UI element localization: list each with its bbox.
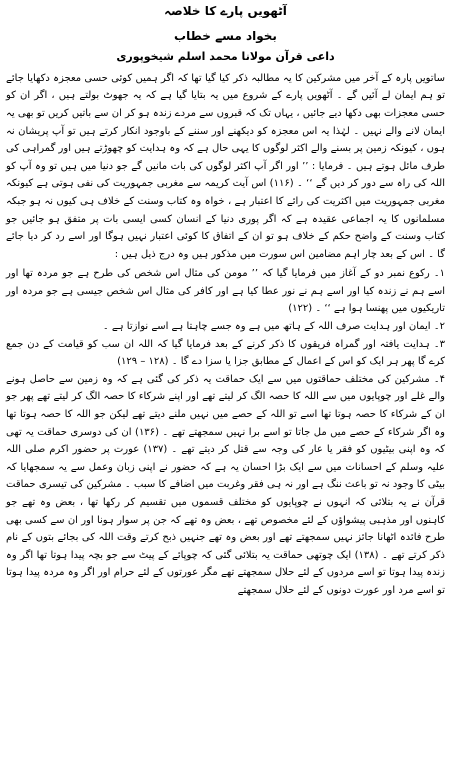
document-header	[6, 4, 445, 64]
point-1-paragraph: ۱۔ رکوع نمبر دو کے آغاز میں فرمایا گیا کہ ’’ مومن کی مثال اس شخص کی طرح ہے جو مردہ تھا اور اسے ہم نے زندہ کیا اور اسے ہم نے نور عطا کیا ہے اور کافر کی مثال اس شخص جیسی ہے جو مردہ اور تاریکیوں میں پھنسا ہوا ہے ‘‘ ۔ (۱۲۲)	[6, 268, 445, 315]
document-body	[6, 70, 445, 600]
point-2-paragraph: ۲۔ ایمان اور ہدایت صرف اللہ کے ہاتھ میں ہے وہ جسے چاہتا ہے اسے نوازتا ہے ۔	[102, 321, 445, 333]
intro-paragraph: ساتویں پارہ کے آخر میں مشرکین کا یہ مطالبہ ذکر کیا گیا تھا کہ اگر ہمیں کوئی حسی معجزہ دکھایا جائے تو ہم ایمان لے آئیں گے ۔ آٹھویں پارے کے شروع میں یہ بتایا گیا ہے کہ یہ جھوٹ بولتے ہیں ، اگر ان کو حسی معجزات بھی دکھا دیے جائیں ، یہاں تک کہ قبروں سے مردے زندہ ہو کر ان سے باتیں کریں تو بھی یہ ایمان لانے والے نہیں ۔ لہٰذا یہ اس معجزہ کو دیکھنے اور سننے کے باوجود انکار کرتے ہیں تو آپ پریشان نہ ہوں ، کیونکہ زمین پر بسنے والے اکثر لوگوں کا یہی حال ہے کہ وہ ہدایت کو چھوڑتے ہیں اور گمراہی کی طرف مائل ہوتے ہیں ۔ فرمایا : ’’ اور اگر آپ اکثر لوگوں کی بات مانیں گے جو دنیا میں ہیں تو وہ آپ کو اللہ کی راہ سے دور کر دیں گے ‘‘ ۔ (۱۱۶) اس آیت کریمہ سے مغربی جمہوریت کی نفی ہوتی ہے کیونکہ مغربی جمہوریت میں اکثریت کی رائے کا اعتبار ہے ، خواہ وہ کتاب وسنت کے خلاف ہی کیوں نہ ہو جبکہ مسلمانوں کا یہ اجماعی عقیدہ ہے کہ اگر پوری دنیا کے انسان کسی ایسی بات پر متفق ہو جائیں جو کتاب وسنت کے واضح حکم کے خلاف ہو تو ان کے اتفاق کا کوئی اعتبار نہیں ہوگا اور اسے رد کر دیا جائے گا ۔ اس کے بعد چار اہم مضامین اس سورت میں مذکور ہیں وہ درج ذیل ہیں :	[6, 72, 446, 260]
author-line: داعی قرآن مولانا محمد اسلم شیخوپوری	[116, 50, 335, 63]
document-title: آٹھویں پارے کا خلاصہ	[164, 4, 287, 18]
point-4-paragraph: ۴۔ مشرکین کی مختلف حماقتوں میں سے ایک حماقت یہ ذکر کی گئی ہے کہ وہ زمین سے حاصل ہونے والے غلے اور چوپایوں میں سے اللہ کا حصہ الگ کر لیتے تھے اور اپنے شرکاء کا حصہ الگ کر لیتے تھے پھر جو ان کے شرکاء کا حصہ ہوتا تھا اسے تو اللہ کے حصے میں نہیں ملنے دیتے تھے لیکن جو اللہ کا حصہ ہوتا تھا وہ اگر شرکاء کے حصے میں مل جاتا تو اسے برا نہیں سمجھتے تھے ۔ (۱۳۶) ان کی دوسری حماقت یہ تھی کہ وہ اپنی بیٹیوں کو فقر یا عار کی وجہ سے قتل کر دیتے تھے ۔ (۱۳۷) عورت پر حضور اکرم صلی اللہ علیہ وسلم کے احسانات میں سے ایک بڑا احسان یہ ہے کہ حضور نے اپنی زبان وعمل سے یہ سمجھایا کہ بیٹی کا وجود نہ تو باعث ننگ ہے اور نہ ہی فقر وغربت میں اضافے کا سبب ۔ مشرکین کی تیسری حماقت قرآن نے یہ بتلائی کہ انہوں نے چوپایوں کو مختلف قسموں میں تقسیم کر رکھا تھا ، بعض وہ تھے جو کاہنوں اور مذہبی پیشواؤں کے لئے مخصوص تھے ، بعض وہ تھے کہ جن پر سوار ہونا اور ان سے کسی بھی طرح فائدہ اٹھانا جائز نہیں سمجھتے تھے اور بعض وہ تھے جنہیں ذبح کرتے وقت اللہ کی بجائے بتوں کے نام ذکر کرتے تھے ۔ (۱۳۸) ایک چوتھی حماقت یہ بتلائی گئی کہ چوپائے کے پیٹ سے جو بچہ پیدا ہوتا تھا اگر وہ زندہ پیدا ہوتا تو اسے مردوں کے لئے حلال سمجھتے تھے مگر عورتوں کے لئے حرام اور اگر وہ مردہ پیدا ہوتا تو اسے مرد اور عورت دونوں کے لئے حلال سمجھتے	[6, 373, 445, 596]
document-subtitle: بخواد مسے خطاب	[174, 29, 277, 43]
point-3-paragraph: ۳۔ ہدایت یافتہ اور گمراہ فریقوں کا ذکر کرنے کے بعد فرمایا گیا کہ اللہ ان سب کو قیامت کے دن جمع کرے گا پھر ہر ایک کو اس کے اعمال کے مطابق جزا یا سزا دے گا ۔ (۱۲۸ – ۱۲۹)	[6, 338, 445, 368]
